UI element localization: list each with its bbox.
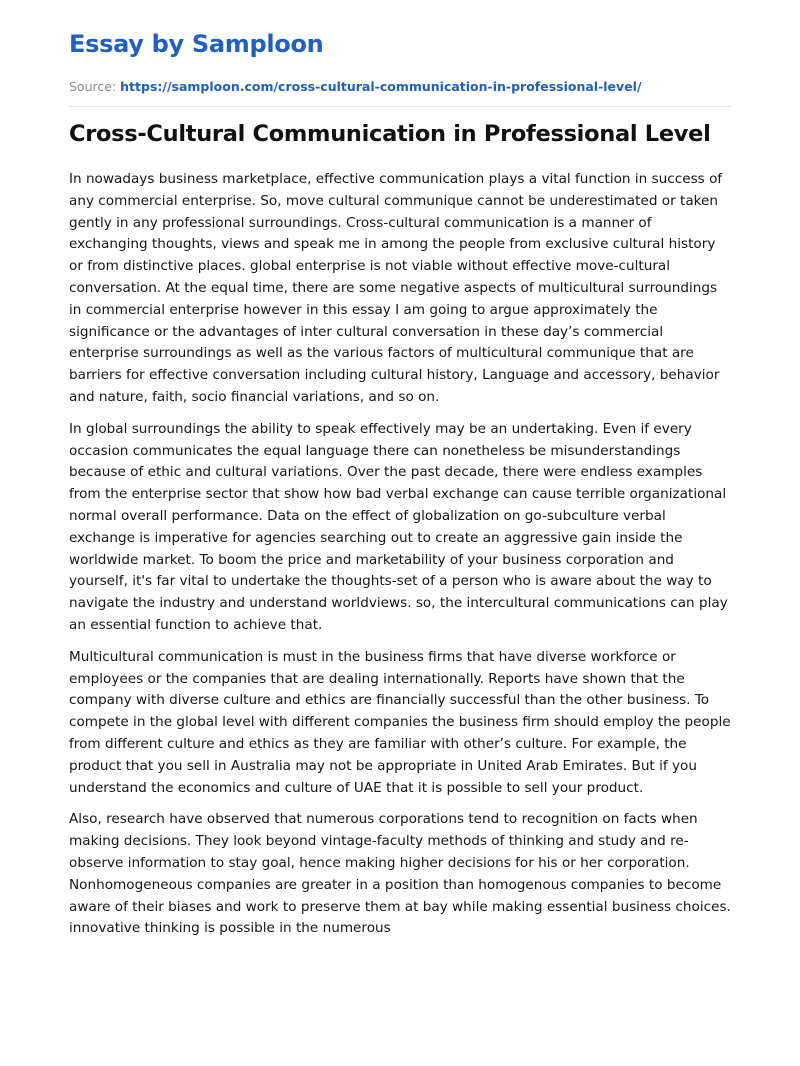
essay-paragraph-1: In nowadays business marketplace, effective communication plays a vital function in success of any commercial enterprise. So, move cultural communique cannot be underestimated or taken gently in any professional surroundings. Cross-cultural communication is a manner of exchanging thoughts, views and speak me in among the people from exclusive cultural history or from distinctive places. global enterprise is not viable without effective move-cultural conversation. At the equal time, there are some negative aspects of multicultural surroundings in commercial enterprise however in this essay I am going to argue approximately the significance or the advantages of inter cultural conversation in these day’s commercial enterprise surroundings as well as the various factors of multicultural communique that are barriers for effective conversation including cultural history, Language and accessory, behavior and nature, faith, socio financial variations, and so on. [69,171,723,405]
essay-body [69,169,731,940]
essay-paragraph-2: In global surroundings the ability to speak effectively may be an undertaking. Even if every occasion communicates the equal language there can nonetheless be misunderstandings because of ethic and cultural variations. Over the past decade, there were endless examples from the enterprise sector that show how bad verbal exchange can cause terrible organizational normal overall performance. Data on the effect of globalization on go-subculture verbal exchange is imperative for agencies searching out to create an aggressive gain inside the worldwide market. To boom the price and marketability of your business corporation and yourself, it's far vital to undertake the thoughts-set of a person who is aware about the way to navigate the industry and understand worldviews. so, the intercultural communications can play an essential function to achieve that. [69,420,728,633]
essay-paragraph-3: Multicultural communication is must in the business firms that have diverse workforce or employees or the companies that are dealing internationally. Reports have shown that the company with diverse culture and ethics are financially successful than the other business. To compete in the global level with different companies the business firm should employ the people from different culture and ethics as they are familiar with other’s culture. For example, the product that you sell in Australia may not be appropriate in United Arab Emirates. But if you understand the economics and culture of UAE that it is possible to sell your product. [69,648,731,796]
source-line [69,78,731,96]
source-label: Source: [69,79,117,94]
site-brand[interactable]: Essay by Samploon [69,30,324,58]
essay-paragraph-4: Also, research have observed that numerous corporations tend to recognition on facts when making decisions. They look beyond vintage-faculty methods of thinking and study and re-observe information to stay goal, hence making higher decisions for his or her corporation. Nonhomogeneous companies are greater in a position than homogenous companies to become aware of their biases and work to preserve them at bay while making essential business choices. innovative thinking is possible in the numerous [69,811,731,937]
essay-page [69,28,731,950]
header-divider [69,106,731,107]
source-link[interactable]: https://samploon.com/cross-cultural-communication-in-professional-level/ [120,79,642,94]
essay-title: Cross-Cultural Communication in Professional Level [69,121,711,147]
